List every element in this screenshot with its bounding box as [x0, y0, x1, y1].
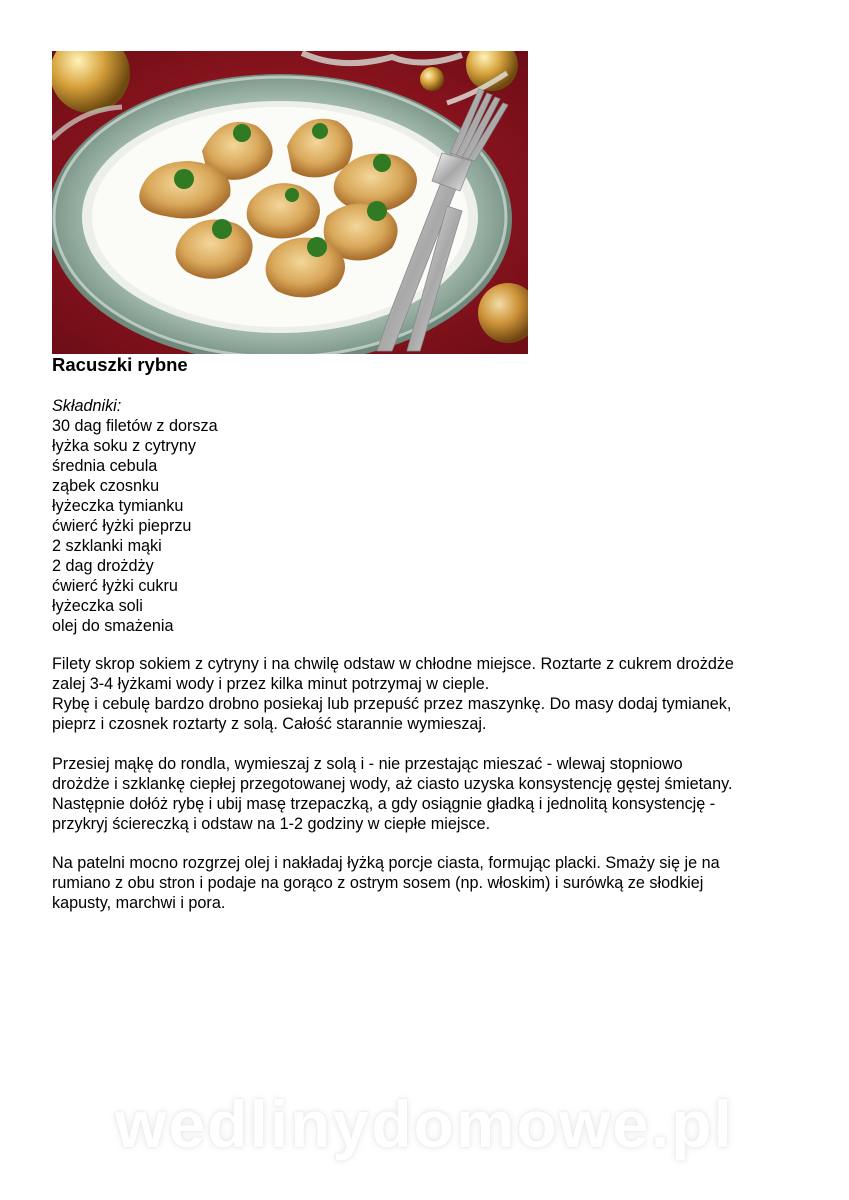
ingredient-item: ćwierć łyżki cukru	[52, 577, 178, 595]
ingredient-item: ząbek czosnku	[52, 477, 160, 495]
recipe-title: Racuszki rybne	[52, 354, 188, 375]
paragraph-line: Następnie dołóż rybę i ubij masę trzepaczką, a gdy osiągnie gładką i jednolitą konsystencję -	[52, 795, 716, 813]
paragraph-line: Przesiej mąkę do rondla, wymieszaj z solą i - nie przestając mieszać - wlewaj stopniowo	[52, 755, 683, 773]
paragraph-line: Na patelni mocno rozgrzej olej i nakładaj łyżką porcje ciasta, formując placki. Smaży się je na	[52, 854, 720, 872]
fish-fritters-plate-illustration	[52, 51, 528, 354]
paragraph-line: kapusty, marchwi i pora.	[52, 894, 226, 912]
instructions-paragraph-2	[52, 754, 792, 834]
site-watermark: wedlinydomowe.pl	[115, 1087, 734, 1161]
ingredient-item: łyżka soku z cytryny	[52, 437, 196, 455]
paragraph-line: Rybę i cebulę bardzo drobno posiekaj lub przepuść przez maszynkę. Do masy dodaj tymianek,	[52, 695, 732, 713]
paragraph-line: rumiano z obu stron i podaje na gorąco z ostrym sosem (np. włoskim) i surówką ze słodkiej	[52, 874, 704, 892]
ingredient-item: średnia cebula	[52, 457, 158, 475]
ingredients-label: Składniki:	[52, 397, 122, 415]
paragraph-line: drożdże i szklankę ciepłej przegotowanej wody, aż ciasto uzyska konsystencję gęstej śmietany.	[52, 775, 733, 793]
paragraph-line: pieprz i czosnek roztarty z solą. Całość starannie wymieszaj.	[52, 715, 487, 733]
ingredient-item: ćwierć łyżki pieprzu	[52, 517, 192, 535]
paragraph-line: przykryj ściereczką i odstaw na 1-2 godziny w ciepłe miejsce.	[52, 815, 491, 833]
ingredient-item: 2 dag drożdży	[52, 557, 154, 575]
ingredient-item: 2 szklanki mąki	[52, 537, 162, 555]
ingredient-item: 30 dag filetów z dorsza	[52, 417, 218, 435]
ingredients-list	[52, 416, 218, 636]
recipe-photo	[52, 51, 528, 354]
ingredient-item: łyżeczka tymianku	[52, 497, 184, 515]
instructions-paragraph-3	[52, 853, 792, 913]
paragraph-line: zalej 3-4 łyżkami wody i przez kilka minut potrzymaj w cieple.	[52, 675, 490, 693]
instructions-paragraph-1	[52, 654, 792, 734]
ingredient-item: łyżeczka soli	[52, 597, 143, 615]
ingredient-item: olej do smażenia	[52, 617, 174, 635]
paragraph-line: Filety skrop sokiem z cytryny i na chwilę odstaw w chłodne miejsce. Roztarte z cukrem drożdże	[52, 655, 734, 673]
